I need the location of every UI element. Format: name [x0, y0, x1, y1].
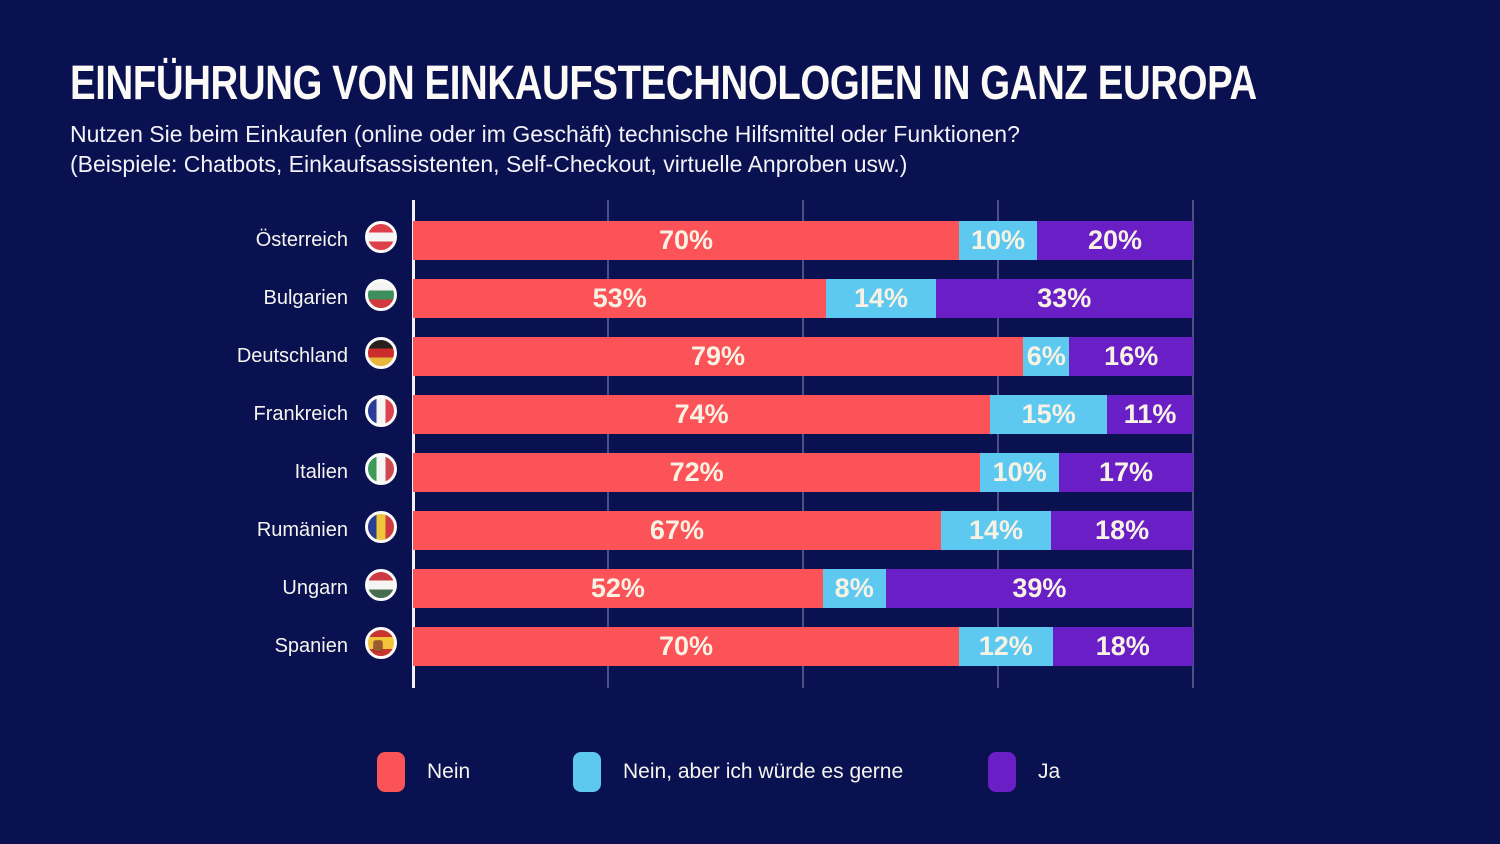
spanien-flag-icon [365, 627, 397, 659]
gridline-50-percent [802, 200, 804, 688]
bar-segment-wunsch: 10% [959, 221, 1037, 260]
bar-segment-nein: 70% [413, 221, 959, 260]
bar-segment-ja: 33% [936, 279, 1193, 318]
country-label-deutschland: Deutschland [236, 345, 348, 367]
rumaenien-flag-icon [365, 511, 397, 543]
stacked-bar-rumaenien [413, 511, 1193, 550]
y-axis-line [412, 200, 415, 688]
subtitle-line-1: Nutzen Sie beim Einkaufen (online oder im Geschäft) technische Hilfsmittel oder Funktionen? [70, 121, 1020, 147]
bar-segment-nein: 52% [413, 569, 823, 608]
bar-segment-nein: 70% [413, 627, 959, 666]
italien-flag-icon [365, 453, 397, 485]
subtitle-line-2: (Beispiele: Chatbots, Einkaufsassistenten, Self-Checkout, virtuelle Anproben usw.) [70, 151, 908, 177]
legend-item-0 [377, 751, 470, 793]
country-label-frankreich: Frankreich [253, 403, 348, 425]
bar-segment-ja: 17% [1059, 453, 1193, 492]
bar-segment-ja: 11% [1107, 395, 1193, 434]
chart-row-spanien [0, 627, 1500, 666]
legend-label: Nein, aber ich würde es gerne [623, 760, 904, 783]
stacked-bar-oesterreich [413, 221, 1193, 260]
bar-segment-ja: 18% [1053, 627, 1193, 666]
bar-segment-wunsch: 14% [826, 279, 935, 318]
bar-segment-wunsch: 8% [823, 569, 886, 608]
legend-swatch-icon [573, 752, 601, 792]
country-label-bulgarien: Bulgarien [263, 287, 348, 309]
stacked-bar-bulgarien [413, 279, 1193, 318]
bar-segment-wunsch: 10% [980, 453, 1059, 492]
country-label-rumaenien: Rumänien [256, 519, 348, 541]
spain-coat-of-arms-icon [374, 641, 382, 651]
chart-row-deutschland [0, 337, 1500, 376]
chart-row-ungarn [0, 569, 1500, 608]
legend-swatch-icon [988, 752, 1016, 792]
oesterreich-flag-icon [365, 221, 397, 253]
bar-segment-nein: 72% [413, 453, 980, 492]
bar-segment-ja: 39% [886, 569, 1193, 608]
bar-segment-ja: 18% [1051, 511, 1193, 550]
page-title: EINFÜHRUNG VON EINKAUFSTECHNOLOGIEN IN GANZ EUROPA [70, 57, 1257, 110]
gridline-25-percent [607, 200, 609, 688]
legend-label: Ja [1038, 760, 1061, 783]
gridline-75-percent [997, 200, 999, 688]
bar-segment-nein: 79% [413, 337, 1023, 376]
chart-row-rumaenien [0, 511, 1500, 550]
country-label-ungarn: Ungarn [282, 577, 348, 599]
bar-segment-wunsch: 14% [941, 511, 1051, 550]
deutschland-flag-icon [365, 337, 397, 369]
legend-item-1 [573, 751, 903, 793]
bar-segment-wunsch: 6% [1023, 337, 1069, 376]
stacked-bar-frankreich [413, 395, 1193, 434]
chart-row-italien [0, 453, 1500, 492]
stacked-bar-ungarn [413, 569, 1193, 608]
chart-row-oesterreich [0, 221, 1500, 260]
bar-segment-nein: 67% [413, 511, 941, 550]
bar-segment-ja: 16% [1069, 337, 1193, 376]
country-label-italien: Italien [294, 461, 348, 483]
gridline-100-percent [1192, 200, 1194, 688]
legend-swatch-icon [377, 752, 405, 792]
ungarn-flag-icon [365, 569, 397, 601]
country-label-oesterreich: Österreich [255, 229, 348, 251]
bar-segment-wunsch: 15% [990, 395, 1107, 434]
bar-segment-ja: 20% [1037, 221, 1193, 260]
stacked-bar-italien [413, 453, 1193, 492]
chart-row-bulgarien [0, 279, 1500, 318]
chart-row-frankreich [0, 395, 1500, 434]
bar-segment-wunsch: 12% [959, 627, 1053, 666]
country-label-spanien: Spanien [274, 635, 348, 657]
stacked-bar-deutschland [413, 337, 1193, 376]
bulgarien-flag-icon [365, 279, 397, 311]
bar-segment-nein: 53% [413, 279, 826, 318]
legend-label: Nein [427, 760, 471, 783]
stacked-bar-spanien [413, 627, 1193, 666]
bar-segment-nein: 74% [413, 395, 990, 434]
frankreich-flag-icon [365, 395, 397, 427]
legend-item-2 [988, 751, 1060, 793]
